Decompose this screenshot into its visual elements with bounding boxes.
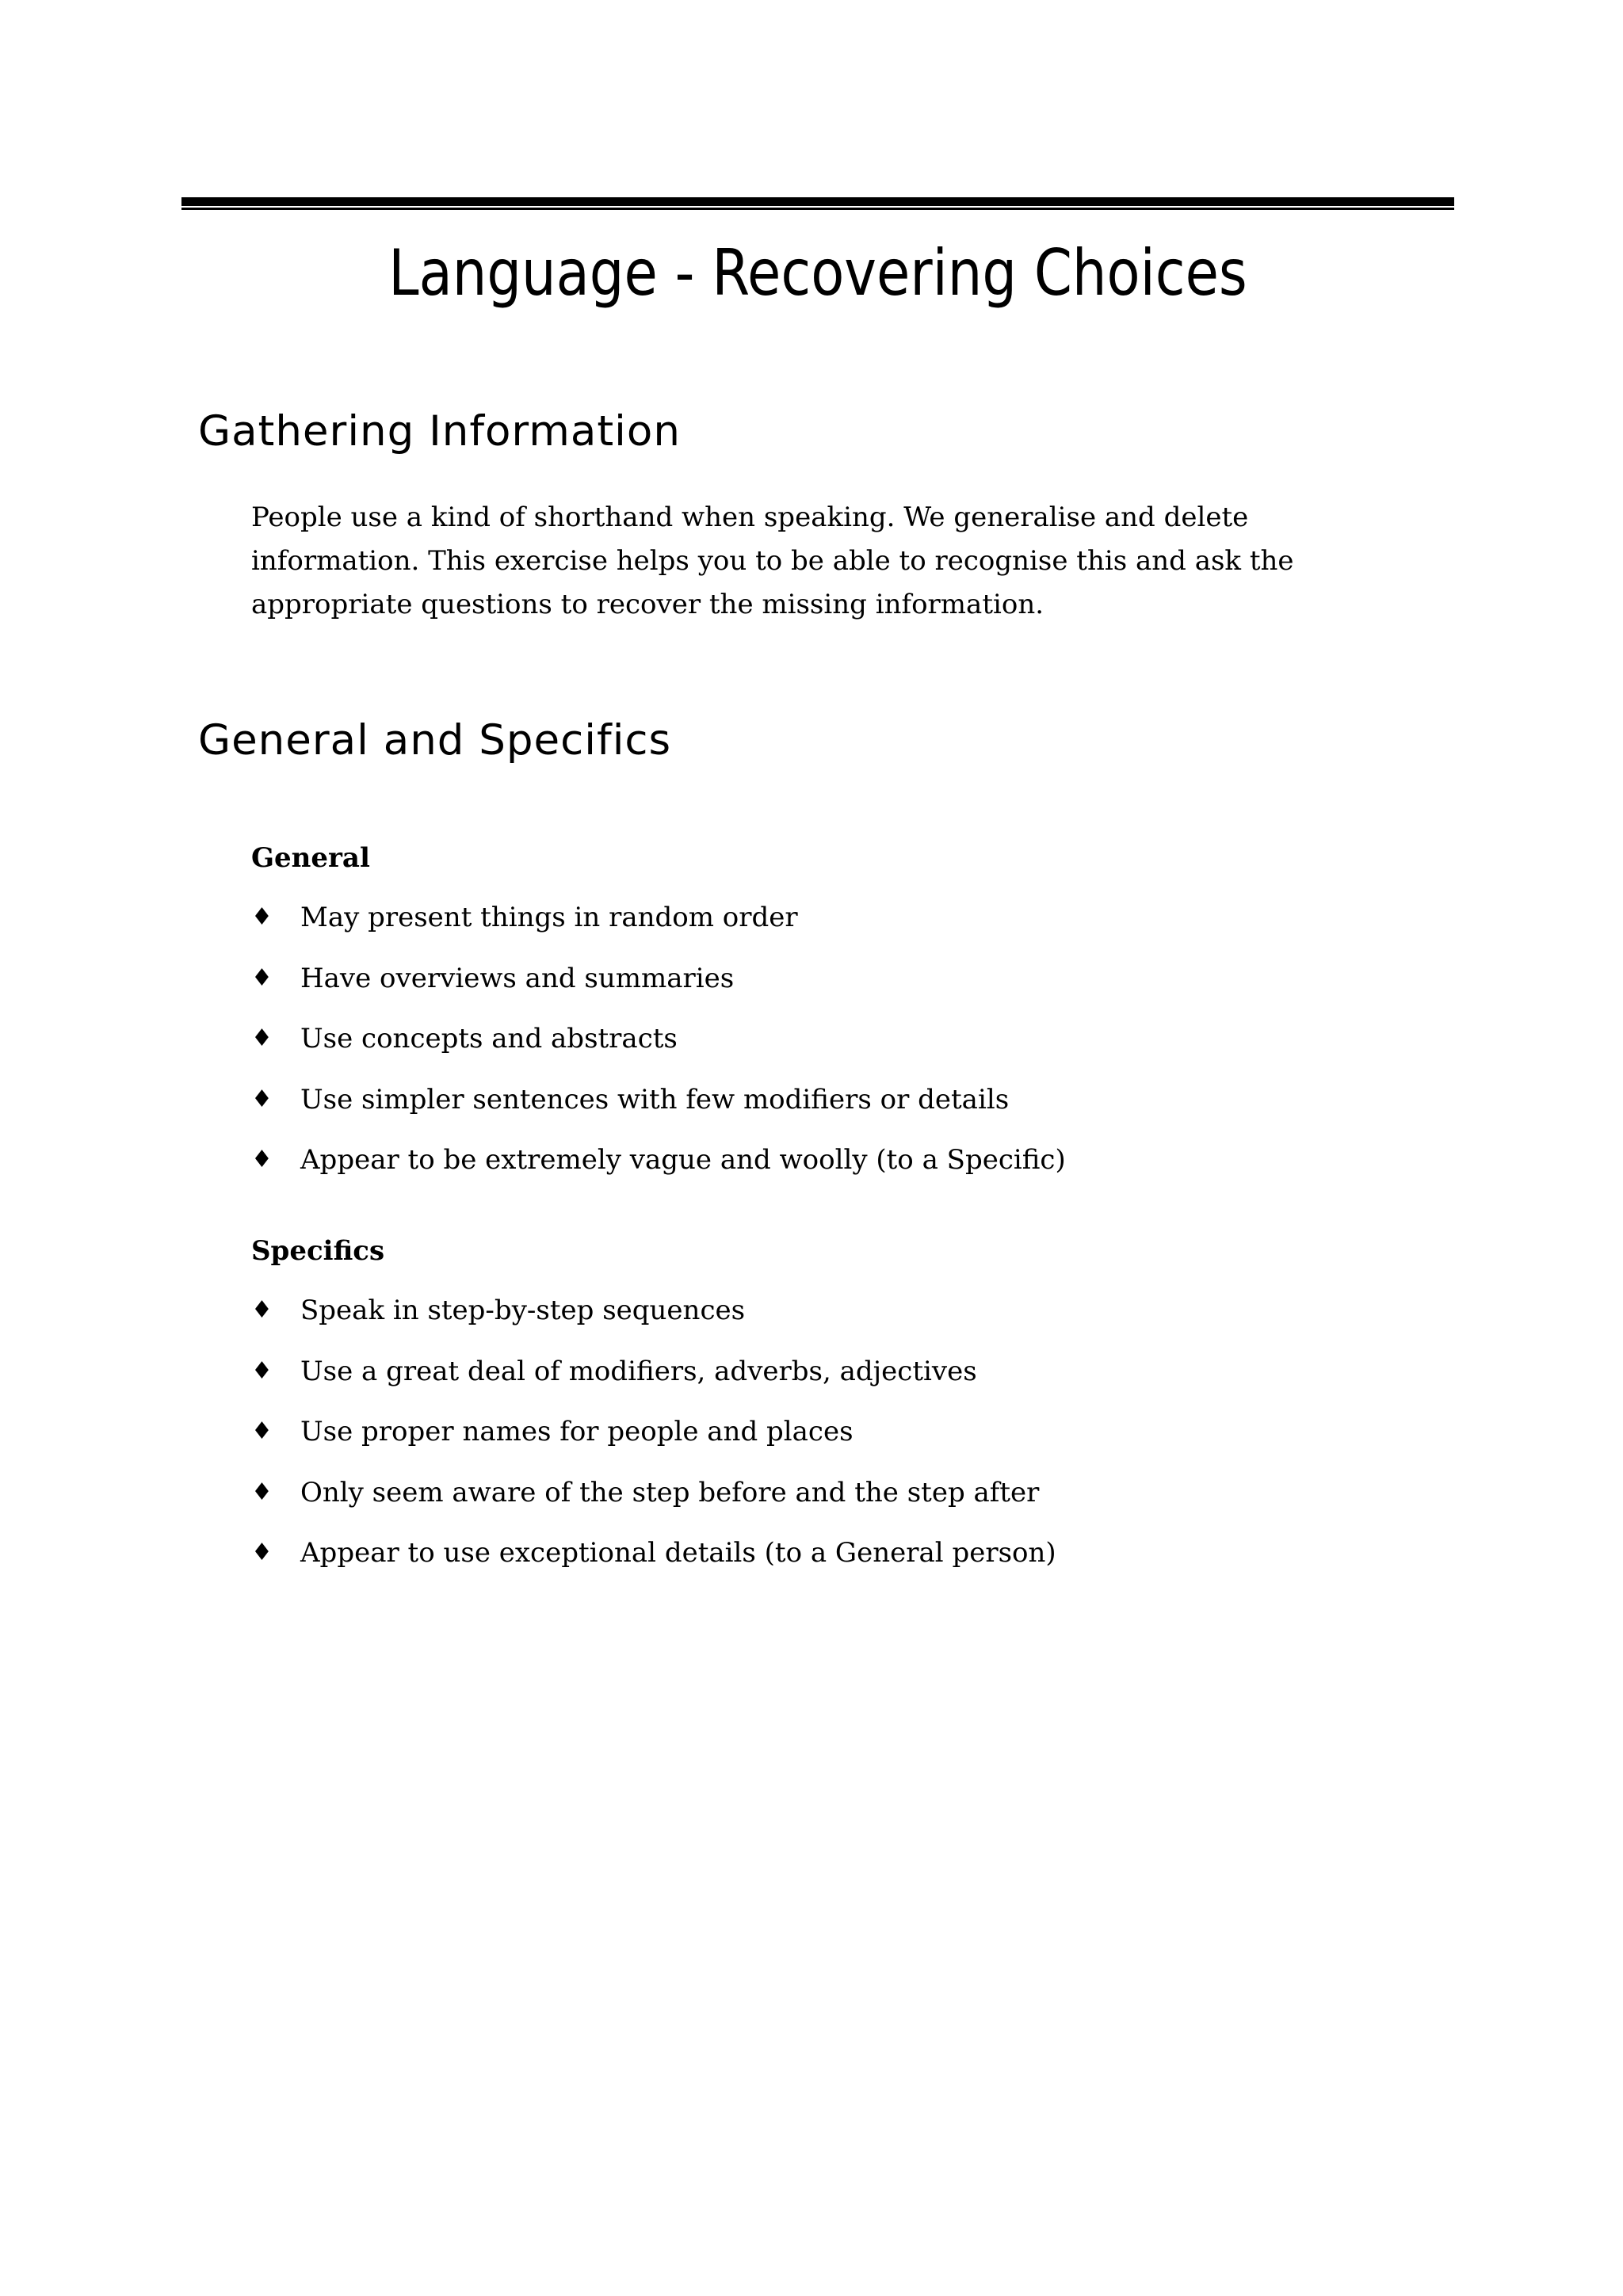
page-title: Language - Recovering Choices (388, 236, 1247, 310)
diamond-bullet-icon: ♦ (251, 903, 273, 931)
diamond-bullet-icon: ♦ (251, 1024, 273, 1052)
list-item (251, 1473, 1056, 1534)
diamond-bullet-icon: ♦ (251, 1356, 273, 1385)
subheading-general: General (251, 842, 370, 874)
specifics-list (251, 1291, 1056, 1594)
list-item-text: Appear to use exceptional details (to a General person) (300, 1537, 1056, 1569)
diamond-bullet-icon: ♦ (251, 1478, 273, 1506)
section-heading-gathering: Gathering Information (198, 407, 681, 456)
diamond-bullet-icon: ♦ (251, 1296, 273, 1324)
header-rule-thin (181, 208, 1454, 210)
list-item (251, 1019, 1066, 1080)
list-item-text: Appear to be extremely vague and woolly (to a Specific) (300, 1144, 1066, 1176)
list-item (251, 898, 1066, 959)
list-item-text: Use concepts and abstracts (300, 1023, 678, 1055)
diamond-bullet-icon: ♦ (251, 1539, 273, 1566)
list-item (251, 1291, 1056, 1352)
diamond-bullet-icon: ♦ (251, 963, 273, 992)
header-rule-thick (181, 197, 1454, 206)
list-item-text: Use simpler sentences with few modifiers or details (300, 1083, 1010, 1116)
subheading-specifics: Specifics (251, 1235, 385, 1267)
diamond-bullet-icon: ♦ (251, 1085, 273, 1113)
list-item (251, 959, 1066, 1020)
list-item-text: Use a great deal of modifiers, adverbs, adjectives (300, 1355, 977, 1387)
general-list (251, 898, 1066, 1201)
gathering-paragraph: People use a kind of shorthand when speaking. We generalise and delete information. This exercise helps you to be able to recognise this and ask the appropriate questions to recover the missing information. (251, 502, 1294, 620)
list-item-text: May present things in random order (300, 902, 798, 933)
list-item (251, 1352, 1056, 1413)
list-item-text: Speak in step-by-step sequences (300, 1295, 746, 1326)
list-item-text: Only seem aware of the step before and the step after (300, 1476, 1040, 1508)
diamond-bullet-icon: ♦ (251, 1417, 273, 1445)
section-heading-general-specifics: General and Specifics (198, 716, 672, 765)
list-item (251, 1412, 1056, 1473)
list-item (251, 1140, 1066, 1201)
diamond-bullet-icon: ♦ (251, 1146, 273, 1173)
list-item (251, 1533, 1056, 1594)
list-item-text: Use proper names for people and places (300, 1416, 854, 1447)
list-item-text: Have overviews and summaries (300, 962, 735, 994)
list-item (251, 1080, 1066, 1141)
